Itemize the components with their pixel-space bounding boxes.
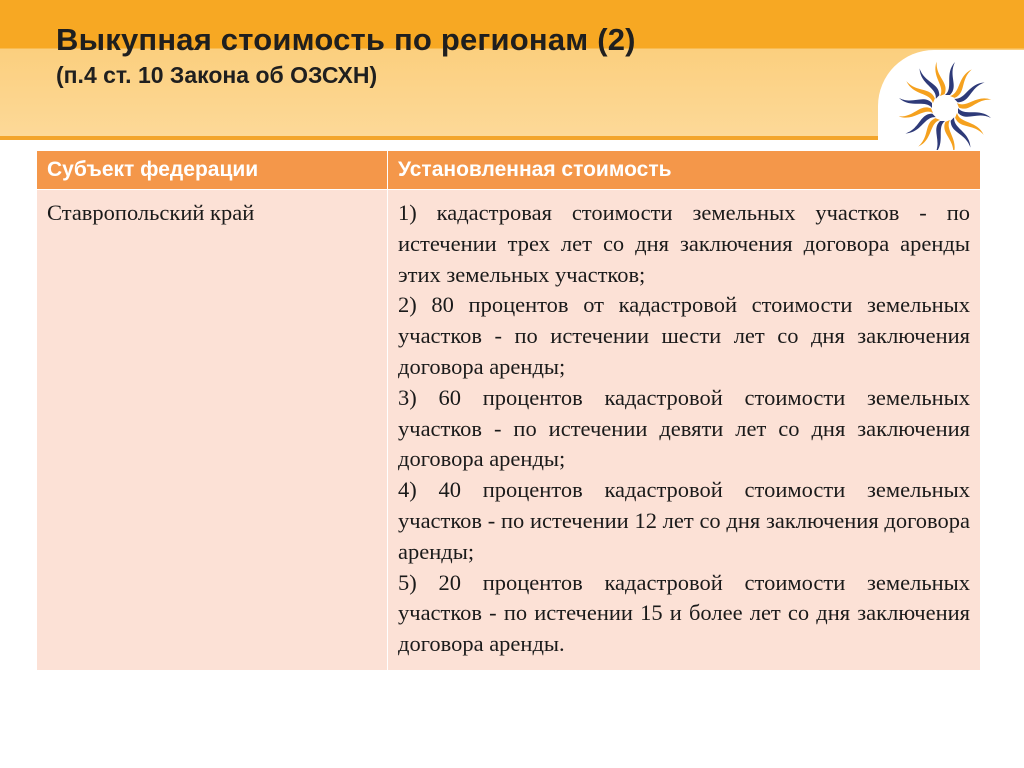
cost-item-5: 5) 20 процентов кадастровой стоимости земельных участков - по истечении 15 и более лет со дня заключения договора аренды. xyxy=(398,569,970,657)
cost-cell xyxy=(388,190,981,671)
cost-item-2: 2) 80 процентов от кадастровой стоимости земельных участков - по истечении шести лет со дня заключения договора аренды; xyxy=(398,292,970,379)
sun-ray xyxy=(945,62,955,95)
cost-item-1: 1) кадастровая стоимости земельных участков - по истечении трех лет со дня заключения договора аренды этих земельных участков; xyxy=(398,200,970,287)
slide-subtitle: (п.4 ст. 10 Закона об ОЗСХН) xyxy=(56,62,378,88)
table-header-row xyxy=(37,151,981,190)
column-header-subject: Субъект федерации xyxy=(37,151,388,190)
slide-title: Выкупная стоимость по регионам (2) xyxy=(56,22,636,57)
table-row xyxy=(37,190,981,671)
column-header-cost: Установленная стоимость xyxy=(388,151,981,190)
sun-ray xyxy=(899,98,932,108)
sun-ray xyxy=(958,108,991,118)
cost-item-3: 3) 60 процентов кадастровой стоимости земельных участков - по истечении девяти лет со дня заключения договора аренды; xyxy=(398,384,970,472)
cost-table xyxy=(36,150,981,671)
subject-cell: Ставропольский край xyxy=(37,190,388,671)
cost-item-4: 4) 40 процентов кадастровой стоимости земельных участков - по истечении 12 лет со дня заключения договора аренды; xyxy=(398,477,970,564)
sun-logo-icon xyxy=(893,56,997,160)
